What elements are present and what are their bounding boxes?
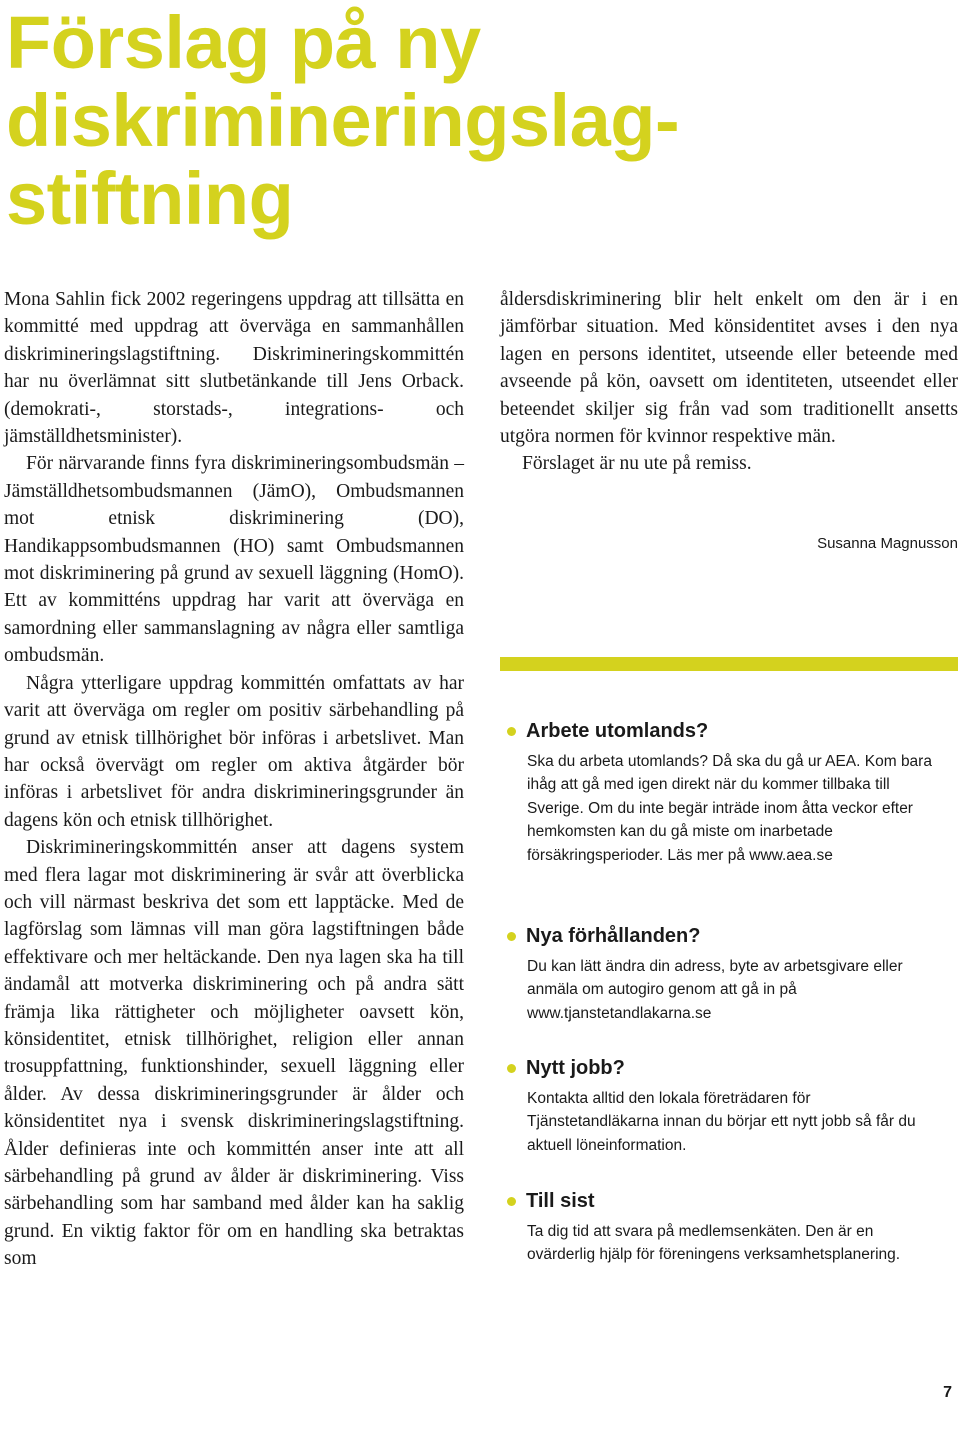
info-body: Kontakta alltid den lokala företrädaren för Tjänstetandläkarna innan du börjar ett nytt jobb så får du aktuell löneinformation. bbox=[527, 1090, 916, 1154]
article-paragraph-5: åldersdiskriminering blir helt enkelt om den är i en jämförbar situation. Med könsidentitet avses i den nya lagen en persons identitet, utseende eller beteende med avseende på kön, oavsett om identiteten, utseendet eller beteendet skiljer sig från vad som traditionellt ansetts utgöra normen för kvinnor respektive män. bbox=[500, 289, 958, 448]
title-line-1: Förslag på ny bbox=[6, 1, 481, 84]
article-left-column bbox=[4, 286, 464, 1273]
article-paragraph-4: Diskrimineringskommittén anser att dagens system med flera lagar mot diskriminering är svår att överblicka och vill närmast beskriva det som ett lapptäcke. Med de lagförslag som lämnas vill man göra lagstiftningen både effektivare och mer heltäckande. Den nya lagen ska ha till ändamål att motverka diskriminering och på andra sätt främja lika rättigheter och möjligheter oavsett kön, könsidentitet, etnisk tillhörighet, religion eller annan trosuppfattning, funktionshinder, sexuell läggning eller ålder. Av dessa diskrimineringsgrunder är ålder och könsidentitet nya i svensk diskrimineringslagstiftning. Ålder definieras inte och kommittén anser inte att all särbehandling på grund av ålder är diskriminering. Viss särbehandling som har samband med ålder kan ha saklig grund. En viktig faktor för om en handling ska betraktas som bbox=[4, 837, 464, 1270]
article-paragraph-3: Några ytterligare uppdrag kommittén omfattats av har varit att överväga om regler om positiv särbehandling på grund av etnisk tillhörighet bör införas i arbetslivet. Man har också övervägt om regler om aktiva åtgärder bör införas i arbetslivet för andra diskrimineringsgrunder än dagens kön och etnisk tillhörighet. bbox=[4, 672, 464, 831]
title-line-2: diskrimineringslag- bbox=[6, 79, 680, 162]
info-heading-text: Nytt jobb? bbox=[526, 1057, 625, 1079]
info-heading-text: Nya förhållanden? bbox=[526, 925, 701, 947]
bullet-icon bbox=[507, 1064, 516, 1073]
info-box-nya-forhallanden bbox=[527, 923, 937, 1025]
bullet-icon bbox=[507, 1197, 516, 1206]
article-author: Susanna Magnusson bbox=[817, 535, 958, 552]
section-divider-bar bbox=[500, 657, 958, 671]
article-paragraph-6: Förslaget är nu ute på remiss. bbox=[522, 453, 752, 475]
info-body: Ta dig tid att svara på medlemsenkäten. Den är en ovärderlig hjälp för föreningens verksamhetsplanering. bbox=[527, 1223, 901, 1264]
info-heading bbox=[507, 923, 937, 949]
info-heading bbox=[507, 1188, 937, 1214]
bullet-icon bbox=[507, 727, 516, 736]
info-body: Ska du arbeta utomlands? Då ska du gå ur AEA. Kom bara ihåg att gå med igen direkt när du kommer tillbaka till Sverige. Om du inte begär inträde inom åtta veckor efter hemkomsten kan du gå miste om inarbetade försäkringsperioder. Läs mer på www.aea.se bbox=[527, 753, 932, 864]
article-paragraph-1: Mona Sahlin fick 2002 regeringens uppdrag att tillsätta en kommitté med uppdrag att överväga en sammanhållen diskrimineringslagstiftning. Diskrimineringskommittén har nu överlämnat sitt slutbetänkande till Jens Orback. (demokrati-, storstads-, integrations- och jämställdhetsminister). bbox=[4, 289, 464, 448]
info-body: Du kan lätt ändra din adress, byte av arbetsgivare eller anmäla om autogiro genom att gå in på www.tjanstetandlakarna.se bbox=[527, 958, 903, 1022]
bullet-icon bbox=[507, 932, 516, 941]
info-box-nytt-jobb bbox=[527, 1055, 937, 1157]
info-box-arbete-utomlands bbox=[527, 718, 937, 867]
article-paragraph-2: För närvarande finns fyra diskrimineringsombudsmän – Jämställdhetsombudsmannen (JämO), Ombudsmannen mot etnisk diskriminering (DO), Handikappsombudsmannen (HO) samt Ombudsmannen mot diskriminering på grund av sexuell läggning (HomO). Ett av kommitténs uppdrag har varit att överväga en samordning eller sammanslagning av några eller samtliga ombudsmän. bbox=[4, 453, 464, 667]
page-number: 7 bbox=[943, 1384, 952, 1401]
page-title bbox=[6, 1, 946, 240]
info-heading bbox=[507, 718, 937, 744]
info-heading-text: Till sist bbox=[526, 1190, 595, 1212]
info-box-till-sist bbox=[527, 1188, 937, 1267]
info-heading bbox=[507, 1055, 937, 1081]
article-right-column bbox=[500, 286, 958, 478]
title-line-3: stiftning bbox=[6, 157, 294, 240]
info-heading-text: Arbete utomlands? bbox=[526, 720, 709, 742]
